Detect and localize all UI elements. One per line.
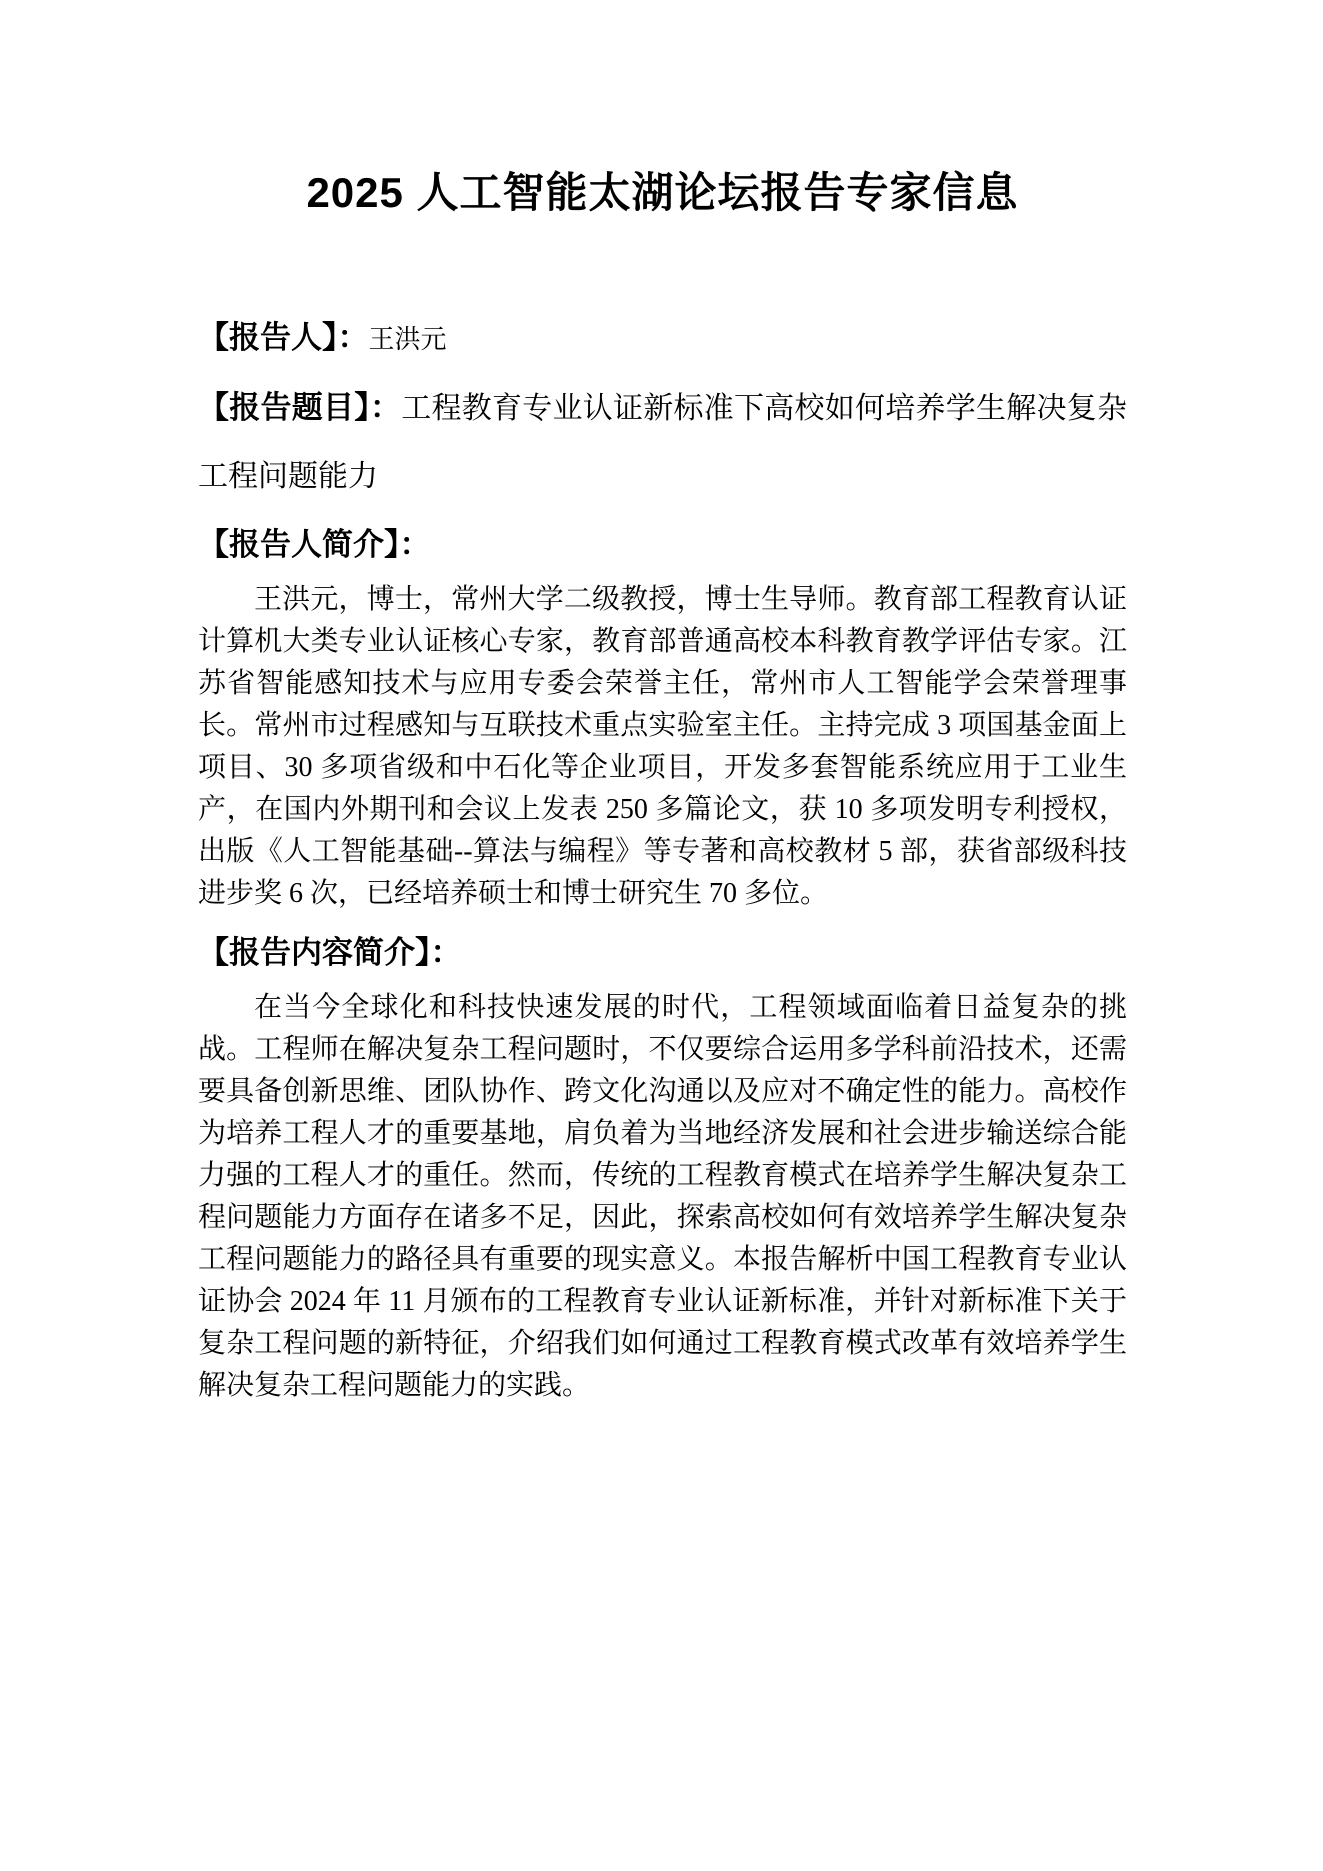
section-abstract-heading — [198, 919, 1127, 987]
field-presenter-separator: ： — [337, 320, 369, 355]
section-bio-paragraph: 王洪元，博士，常州大学二级教授，博士生导师。教育部工程教育认证计算机大类专业认证核心专家，教育部普通高校本科教育教学评估专家。江苏省智能感知技术与应用专委会荣誉主任，常州市人工智能学会荣誉理事长。常州市过程感知与互联技术重点实验室主任。主持完成 3 项国基金面上项目、30 多项省级和中石化等企业项目，开发多套智能系统应用于工业生产，在国内外期刊和会议上发表 250 多篇论文，获 10 多项发明专利授权，出版《人工智能基础--算法与编程》等专著和高校教材 5 部，获省部级科技进步奖 6 次，已经培养硕士和博士研究生 70 多位。 — [198, 584, 1127, 909]
section-abstract-heading-separator: ： — [430, 935, 462, 970]
section-bio-heading — [198, 511, 1127, 579]
field-report-title-separator: ： — [370, 390, 402, 425]
field-report-title-value: 工程教育专业认证新标准下高校如何培养学生解决复杂工程问题能力 — [198, 392, 1127, 493]
section-abstract-paragraph: 在当今全球化和科技快速发展的时代，工程领域面临着日益复杂的挑战。工程师在解决复杂工程问题时，不仅要综合运用多学科前沿技术，还需要具备创新思维、团队协作、跨文化沟通以及应对不确定性的能力。高校作为培养工程人才的重要基地，肩负着为当地经济发展和社会进步输送综合能力强的工程人才的重任。然而，传统的工程教育模式在培养学生解决复杂工程问题能力方面存在诸多不足，因此，探索高校如何有效培养学生解决复杂工程问题能力的路径具有重要的现实意义。本报告解析中国工程教育专业认证协会 2024 年 11 月颁布的工程教育专业认证新标准，并针对新标准下关于复杂工程问题的新特征，介绍我们如何通过工程教育模式改革有效培养学生解决复杂工程问题能力的实践。 — [198, 992, 1127, 1401]
section-bio-heading-label: 【报告人简介】 — [198, 527, 400, 562]
page-title: 2025 人工智能太湖论坛报告专家信息 — [306, 169, 1019, 216]
section-abstract-heading-label: 【报告内容简介】 — [198, 935, 431, 970]
section-bio-heading-separator: ： — [399, 527, 431, 562]
field-presenter — [198, 304, 1127, 374]
field-report-title — [198, 374, 1127, 511]
field-presenter-value: 王洪元 — [368, 325, 447, 354]
field-presenter-label: 【报告人】 — [198, 320, 338, 355]
field-report-title-label: 【报告题目】 — [198, 390, 370, 425]
